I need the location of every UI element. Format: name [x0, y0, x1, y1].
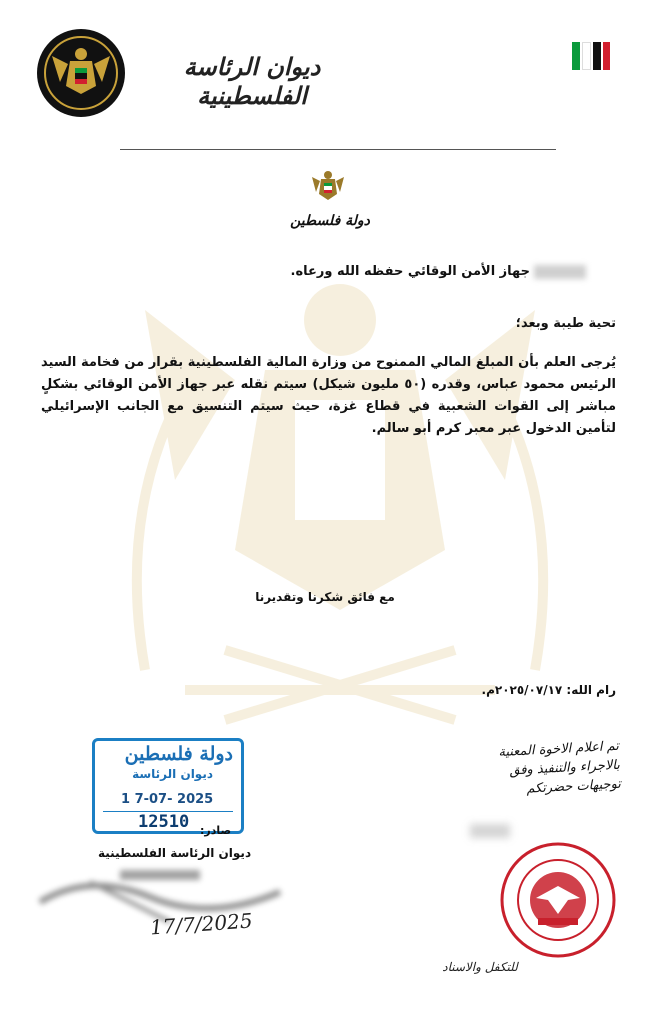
presidency-seal-icon [36, 28, 126, 118]
stamp-issued-label: صادر: [200, 824, 232, 837]
stamp-office: ديوان الرئاسة [132, 767, 213, 781]
handwritten-date: 17/7/2025 [149, 908, 254, 940]
presidency-title: ديوان الرئاسة الفلسطينية [183, 52, 321, 110]
place-date: رام الله: ٢٠٢٥/٠٧/١٧م. [481, 683, 616, 697]
note-line-2: بالاجراء والتنفيذ وفق [509, 757, 621, 779]
preventive-security-stamp-icon [498, 840, 618, 960]
addressee-line [116, 264, 586, 279]
bottom-handwritten-note: للتكفل والاسناد [442, 960, 518, 974]
redacted-name [534, 265, 586, 279]
signature-office: ديوان الرئاسة الفلسطينية [98, 846, 252, 860]
addressee-text: جهاز الأمن الوقائي حفظه الله ورعاه. [290, 264, 530, 279]
stamp-number: 12510 [138, 812, 190, 832]
note-line-1: تم اعلام الاخوة المعنية [498, 738, 620, 761]
note-line-3: توجيهات حضرتكم [526, 776, 622, 797]
stamp-state: دولة فلسطين [124, 743, 233, 765]
redacted-signature-mark [470, 824, 510, 838]
state-eagle-icon [311, 168, 345, 204]
stamp-date: 1 7-07- 2025 [121, 792, 214, 807]
header-divider [120, 149, 556, 150]
closing-line: مع فائق شكرنا وتقديرنا [255, 590, 395, 604]
greeting-line: تحية طيبة وبعد؛ [515, 316, 616, 331]
letter-body: يُرجى العلم بأن المبلغ المالي الممنوح من وزارة المالية الفلسطينية بقرار من فخامة السيد الرئيس محمود عباس، وقدره (٥٠ مليون شيكل) سيتم نقله عبر جهاز الأمن الوقائي بشكلٍ مباشر إلى القوات الشعبية في قطاع غزة، حيث سيتم التنسيق مع الجانب الإسرائيلي لتأمين الدخول عبر معبر كرم أبو سالم. [41, 355, 616, 436]
handwritten-notes [419, 737, 622, 804]
state-name: دولة فلسطين [290, 213, 370, 229]
palestine-flag-icon [572, 42, 610, 70]
